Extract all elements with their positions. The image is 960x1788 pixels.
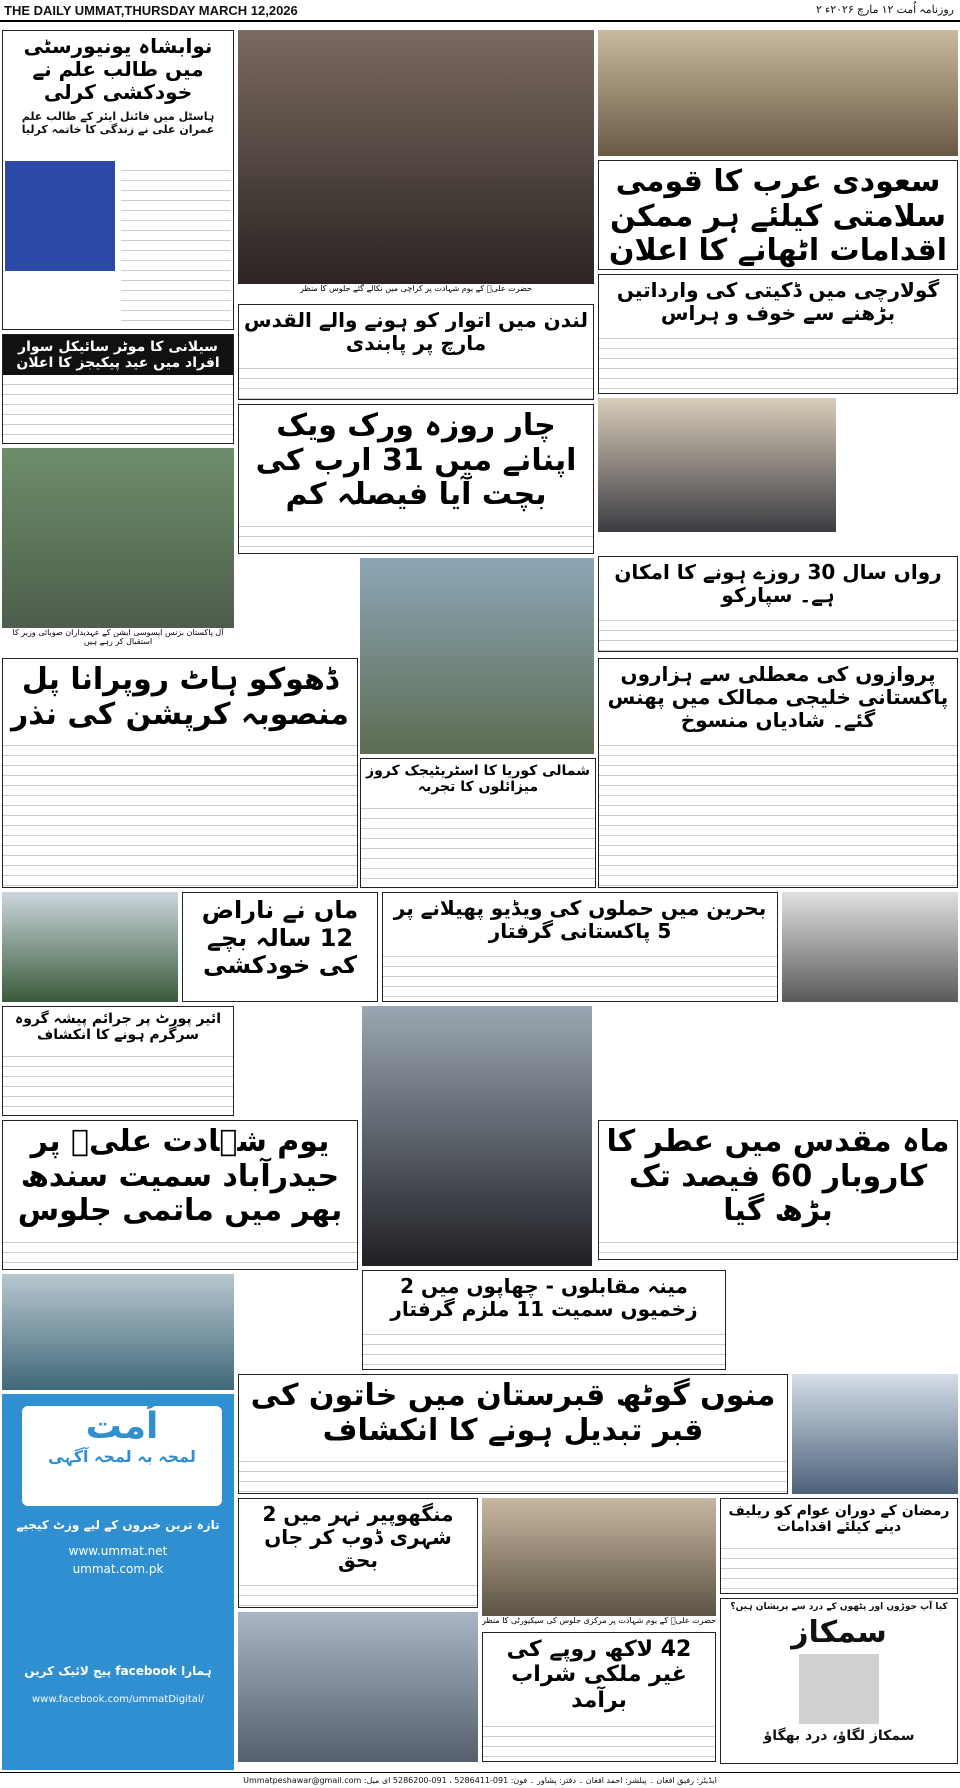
ad-slogan: سمکاز لگاؤ، درد بھگاؤ: [763, 1728, 915, 1744]
footer: ایڈیٹر: رفیق افغان ۔ پبلشر: احمد افغان ۔ دفتر: پشاور ۔ فون: 091-5286411 ، 091-5286200 ای میل: Ummatpeshawar@gmail.com: [0, 1772, 960, 1788]
story-photo: [5, 161, 115, 271]
story-9: [598, 658, 958, 888]
story-subhead: ہاسٹل میں فائنل ایئر کے طالب علم عمران علی نے زندگی کا خاتمہ کرلیا: [21, 110, 215, 136]
photo-officials: [2, 892, 178, 1002]
story-headline: ڈھوکو ہاٹ روپرانا پل منصوبہ کرپشن کی نذر: [11, 662, 349, 732]
ad-fb-url[interactable]: www.facebook.com/ummatDigital/: [31, 1694, 205, 1705]
photo-caption: آل پاکستان بزنس ایسوسی ایشن کے عہدیداران صوبائی وزیر کا استقبال کر رہے ہیں: [12, 628, 224, 646]
story-body: [383, 947, 777, 1002]
photo-rangers: [482, 1498, 716, 1628]
story-7: [598, 556, 958, 652]
masthead-left: THE DAILY UMMAT,THURSDAY MARCH 12,2026: [4, 3, 298, 18]
story-13: [2, 1120, 358, 1270]
photo-meeting: [598, 30, 958, 156]
story-headline: 42 لاکھ روپے کی غیر ملکی شراب برآمد: [506, 1637, 692, 1713]
photo-caption: حضرت علیؓ کے یوم شہادت پر مرکزی جلوس کی سیکیورٹی کا منظر: [482, 1616, 716, 1625]
story-body: [121, 161, 231, 321]
photo-procession: [238, 30, 594, 300]
ad-brand: سمکاز: [791, 1615, 887, 1650]
masthead-right: روزنامہ اُمت ۱۲ مارچ ۲۰۲۶ء ۲: [816, 4, 954, 16]
story-body: [3, 1233, 357, 1271]
photo: [238, 30, 594, 284]
story-body: [599, 611, 957, 652]
story-body: [239, 359, 593, 400]
story-headline: سیلانی کا موٹر سائیکل سوار افراد میں عید پیکیجز کا اعلان: [3, 335, 233, 375]
story-body: [363, 1325, 725, 1370]
story-2: [598, 160, 958, 270]
ad-product-photo: [799, 1654, 879, 1724]
ad-brand: اُمت: [85, 1406, 159, 1447]
story-body: [3, 736, 357, 888]
story-body: [3, 1047, 233, 1116]
story-16: [238, 1374, 788, 1494]
story-10: [360, 758, 596, 888]
ad-ummat[interactable]: [2, 1394, 234, 1770]
story-headline: ماہ مقدس میں عطر کا کاروبار 60 فیصد تک بڑھ گیا: [606, 1124, 950, 1228]
story-headline: یوم شہادت علیؓ پر حیدرآباد سمیت سندھ بھر میں ماتمی جلوس: [17, 1124, 343, 1228]
story-headline: رمضان کے دوران عوام کو ریلیف دینے کیلئے اقدامات: [728, 1503, 950, 1536]
ad-cta: تازہ ترین خبروں کے لیے وزٹ کیجیے: [16, 1518, 220, 1532]
story-18: [482, 1632, 716, 1762]
ad-logo: [22, 1406, 222, 1506]
story-headline: لندن میں اتوار کو ہونے والے القدس مارچ پر پابندی: [244, 308, 588, 355]
story-headline: پروازوں کی معطلی سے ہزاروں پاکستانی خلیجی ممالک میں پھنس گئے۔ شادیاں منسوخ: [607, 662, 949, 732]
photo: [482, 1498, 716, 1616]
photo-exhibition: [598, 398, 836, 532]
story-headline: ماں نے ناراض 12 سالہ بچے کی خودکشی: [201, 896, 359, 980]
story-body: [599, 1233, 957, 1261]
story-headline: گولارچی میں ڈکیتی کی وارداتیں بڑھنے سے خوف و ہراس: [616, 278, 940, 325]
photo-demolition: [360, 558, 594, 754]
photo-caption: حضرت علیؓ کے یوم شہادت پر کراچی میں نکالے گئے جلوس کا منظر: [300, 284, 532, 293]
story-headline: نوابشاہ یونیورسٹی میں طالب علم نے خودکشی کرلی: [23, 34, 213, 104]
story-20: [720, 1498, 958, 1594]
story-body: [599, 329, 957, 394]
photo-ministers: [2, 448, 234, 646]
story-6: [2, 334, 234, 444]
story-5: [238, 404, 594, 554]
story-1: [2, 30, 234, 330]
photo: [2, 448, 234, 628]
story-17: [238, 1498, 478, 1608]
story-body: [239, 517, 593, 555]
story-19: [2, 1006, 234, 1116]
story-headline: رواں سال 30 روزے ہونے کا امکان ہے۔ سپارکو: [614, 560, 942, 607]
story-headline: چار روزہ ورک ویک اپنانے میں 31 ارب کی بچت آیا فیصلہ کم: [255, 408, 577, 512]
story-14: [598, 1120, 958, 1260]
story-4: [598, 274, 958, 394]
story-headline: سعودی عرب کا قومی سلامتی کیلئے ہر ممکن اقدامات اٹھانے کا اعلان: [608, 164, 948, 268]
ad-site-1[interactable]: www.ummat.net: [68, 1544, 168, 1558]
story-3: [238, 304, 594, 400]
story-headline: مینہ مقابلوں - چھاپوں میں 2 زخمیوں سمیت 11 ملزم گرفتار: [390, 1274, 698, 1321]
story-headline: منوں گوٹھ قبرستان میں خاتون کی قبر تبدیل ہونے کا انکشاف: [250, 1378, 776, 1448]
ad-tagline: لمحہ بہ لمحہ آگہی: [48, 1447, 196, 1466]
ad-fb-label: ہمارا facebook پیج لائیک کریں: [24, 1664, 212, 1678]
story-12: [382, 892, 778, 1002]
masthead: [0, 0, 960, 22]
story-15: [362, 1270, 726, 1370]
story-body: [361, 799, 595, 888]
ad-simkaz[interactable]: [720, 1598, 958, 1764]
story-body: [599, 736, 957, 888]
story-headline: بحرین میں حملوں کی ویڈیو پھیلانے پر 5 پاکستانی گرفتار: [393, 896, 767, 943]
ad-site-2[interactable]: ummat.com.pk: [72, 1562, 164, 1576]
story-body: [239, 1576, 477, 1608]
story-headline: منگھوپیر نہر میں 2 شہری ڈوب کر جاں بحق: [262, 1502, 454, 1572]
story-headline: شمالی کوریا کا اسٹریٹیجک کروز میزائلوں کا تجربہ: [366, 763, 590, 796]
photo-street: [238, 1612, 478, 1762]
photo-police: [362, 1006, 592, 1266]
photo-hospital: [2, 1274, 234, 1390]
story-body: [3, 375, 233, 444]
ad-question: کیا آپ جوڑوں اور پٹھوں کے درد سے پریشان ہیں؟: [730, 1602, 948, 1612]
photo-doctor: [792, 1374, 958, 1494]
story-11: [182, 892, 378, 1002]
story-8: [2, 658, 358, 888]
story-body: [721, 1539, 957, 1594]
photo-protest: [782, 892, 958, 1002]
story-headline: ائیر پورٹ پر جرائم پیشہ گروہ سرگرم ہونے کا انکشاف: [15, 1011, 221, 1044]
story-body: [483, 1717, 715, 1762]
story-body: [239, 1452, 787, 1494]
